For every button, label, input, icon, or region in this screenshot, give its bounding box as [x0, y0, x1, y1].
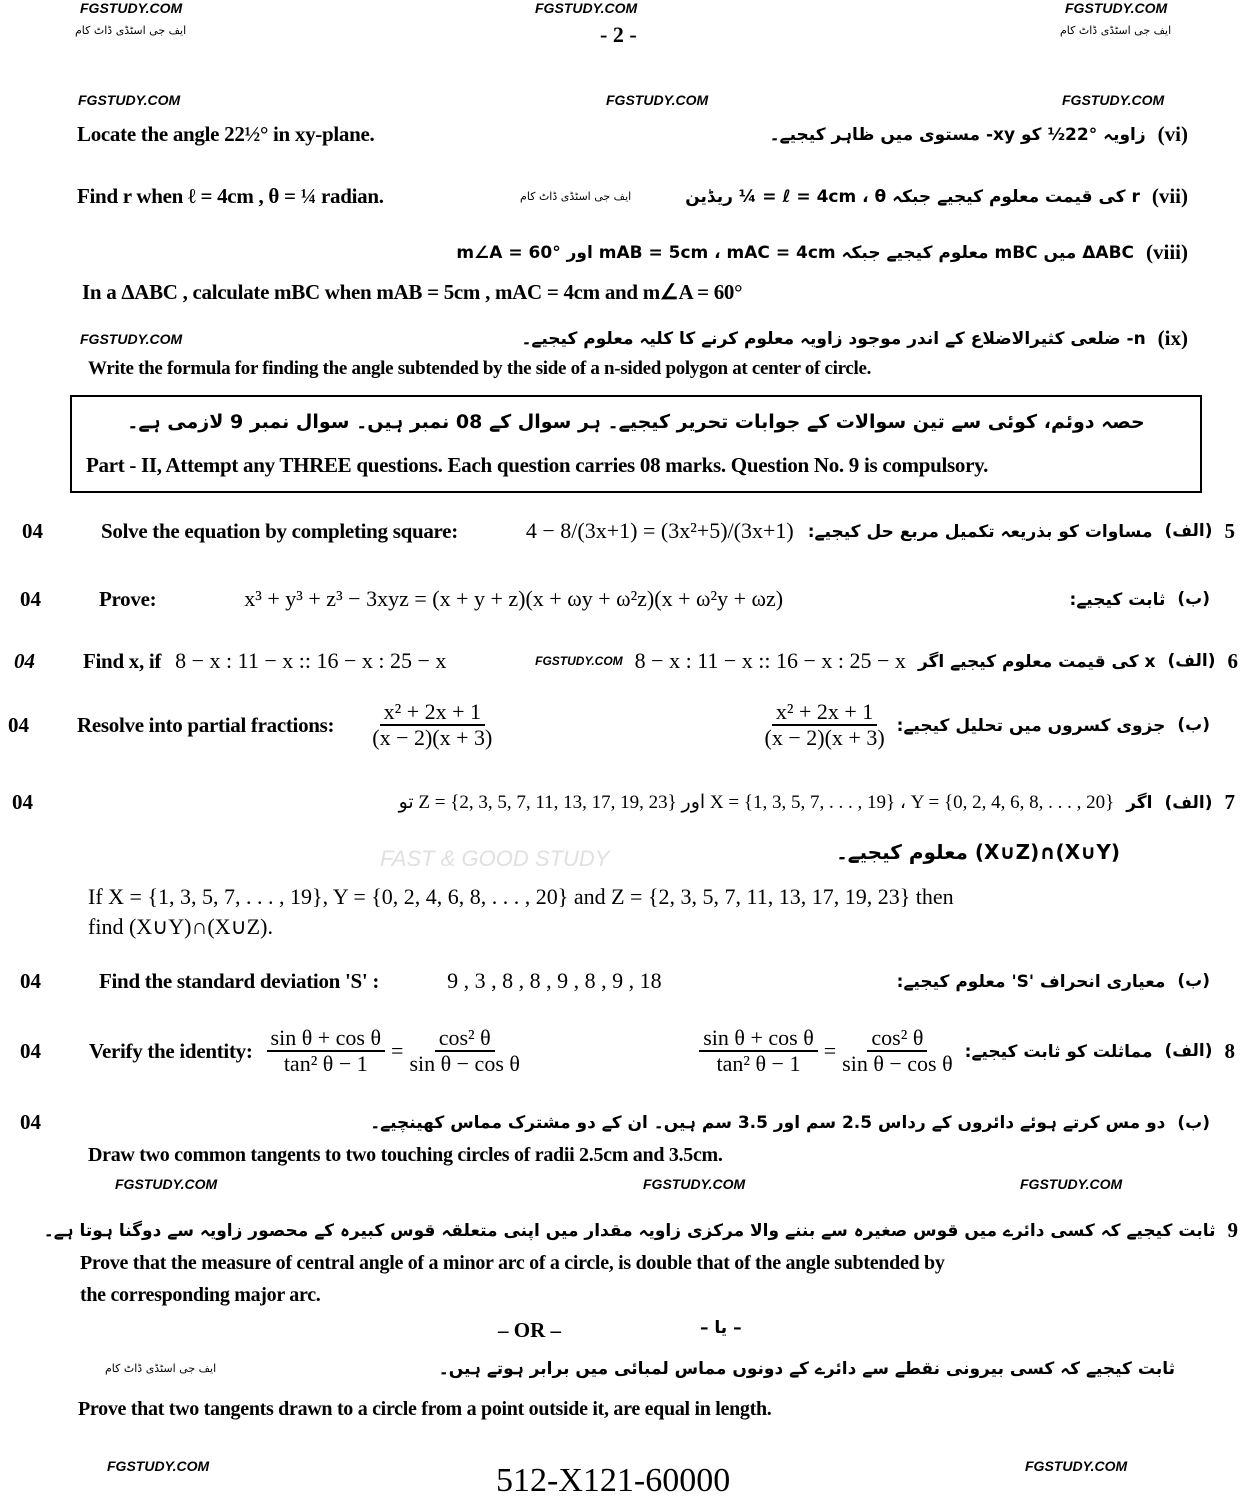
q8a-identity — [267, 1026, 520, 1076]
q7a-ur-math: X = {1, 3, 5, 7, . . . , 19} ، Y = {0, 2, 4, 6, 8, . . . , 20} اور Z = {2, 3, 5, 7, 11, 13, 17, 19, 23} تو — [398, 792, 1115, 813]
part-label: (الف) — [1164, 1041, 1213, 1062]
watermark-urdu: ایف جی اسٹڈی ڈاٹ کام — [105, 1362, 217, 1375]
marks: 04 — [20, 968, 41, 993]
question-vi-en: Locate the angle 22½° in xy-plane. — [77, 122, 375, 146]
question-vi-ur: زاویہ °22½ کو xy- مستوی میں ظاہر کیجیے۔ — [769, 125, 1146, 145]
denominator: (x − 2)(x + 3) — [764, 725, 885, 751]
q8a-identity-ur — [699, 1026, 952, 1076]
q8a-row — [0, 1026, 1250, 1076]
part-label: (ب) — [1177, 589, 1210, 609]
watermark: FGSTUDY.COM — [1020, 1176, 1123, 1192]
question-number: (viii) — [1146, 240, 1188, 264]
q6b-en: Resolve into partial fractions: — [77, 712, 335, 737]
watermark: FGSTUDY.COM — [80, 330, 183, 347]
q9-ur: ثابت کیجیے کہ کسی دائرے میں قوس صغیرہ سے بننے والا مرکزی زاویہ مقدار میں اپنی متعلقہ قوس کبیرہ کے محصور زاویہ سے دوگنا ہوتا ہے۔ — [43, 1221, 1216, 1241]
watermark: FGSTUDY.COM — [1025, 1458, 1128, 1474]
numerator: x² + 2x + 1 — [380, 700, 485, 726]
part-label: (الف) — [1167, 651, 1216, 671]
q7a-en-2: find (X∪Y)∩(X∪Z). — [88, 914, 273, 939]
q8a-en: Verify the identity: — [89, 1038, 253, 1063]
watermark-urdu: ایف جی اسٹڈی ڈاٹ کام — [520, 190, 632, 203]
equals-sign: = — [823, 1038, 837, 1064]
q7a-ur-2: (X∪Y)∩(X∪Z) معلوم کیجیے۔ — [836, 840, 1120, 864]
watermark: FGSTUDY.COM — [80, 0, 183, 16]
denominator: (x − 2)(x + 3) — [372, 725, 493, 751]
q5a-row — [0, 518, 1250, 544]
q5b-ur: ثابت کیجیے: — [1069, 589, 1166, 610]
part-label: (ب) — [1177, 1112, 1210, 1133]
question-ix-row — [0, 326, 1250, 351]
instructions-ur: حصہ دوئم، کوئی سے تین سوالات کے جوابات تحریر کیجیے۔ ہر سوال کے 08 نمبر ہیں۔ سوال نمبر 9 لازمی ہے۔ — [127, 411, 1145, 433]
part-label: (الف) — [1164, 521, 1213, 541]
question-number: 9 — [1227, 1218, 1238, 1242]
question-viii-ur: ΔABC میں mBC معلوم کیجیے جبکہ mAB = 5cm ، mAC = 4cm اور m∠A = 60° — [456, 243, 1134, 263]
marks: 04 — [14, 648, 35, 673]
numerator: sin θ + cos θ — [699, 1026, 817, 1052]
question-number: (vii) — [1151, 184, 1188, 208]
part-label: (ب) — [1177, 971, 1210, 991]
q8b-en: Draw two common tangents to two touching circles of radii 2.5cm and 3.5cm. — [88, 1144, 723, 1166]
question-ix-en: Write the formula for finding the angle subtended by the side of a n-sided polygon at center of circle. — [88, 358, 872, 379]
denominator: tan² θ − 1 — [716, 1051, 801, 1077]
question-ix-ur: n- ضلعی کثیرالاضلاع کے اندر موجود زاویہ معلوم کرنے کا کلیہ معلوم کیجیے۔ — [521, 329, 1146, 349]
question-number: (ix) — [1157, 326, 1188, 350]
numerator: sin θ + cos θ — [267, 1026, 385, 1052]
q5a-en: Solve the equation by completing square: — [101, 518, 458, 543]
q6a-math-ur: 8 − x : 11 − x :: 16 − x : 25 − x — [634, 648, 906, 673]
watermark: FGSTUDY.COM — [115, 1176, 218, 1192]
q6a-row — [0, 648, 1250, 674]
denominator: sin θ − cos θ — [842, 1051, 953, 1077]
watermark: FGSTUDY.COM — [78, 92, 181, 108]
q9-en: Prove that the measure of central angle of a minor arc of a circle, is double that of the angle subtended by — [80, 1252, 945, 1274]
watermark: FGSTUDY.COM — [643, 1176, 746, 1192]
q5a-ur: مساوات کو بذریعہ تکمیل مربع حل کیجیے: — [807, 521, 1153, 542]
watermark: FGSTUDY.COM — [1062, 92, 1165, 108]
q6b-fraction-ur — [765, 700, 885, 750]
denominator: tan² θ − 1 — [283, 1051, 368, 1077]
q6a-math: 8 − x : 11 − x :: 16 − x : 25 − x — [175, 648, 447, 673]
paper-code: 512-X121-60000 — [496, 1462, 731, 1499]
watermark: FGSTUDY.COM — [1065, 0, 1168, 16]
q5b-math: x³ + y³ + z³ − 3xyz = (x + y + z)(x + ωy + ω²z)(x + ω²y + ωz) — [244, 586, 784, 611]
q8b-row — [0, 1110, 1250, 1135]
instructions-en: Part - II, Attempt any THREE questions. Each question carries 08 marks. Question No. 9 is compulsory. — [86, 453, 989, 477]
or-separator: – OR – — [498, 1318, 561, 1342]
question-number: 7 — [1224, 790, 1235, 814]
or-separator-ur: – یا – — [700, 1318, 742, 1338]
marks: 04 — [20, 1110, 41, 1134]
q8a-ur: مماثلت کو ثابت کیجیے: — [964, 1041, 1153, 1062]
q5b-en: Prove: — [99, 586, 157, 611]
q9-alt-en: Prove that two tangents drawn to a circle from a point outside it, are equal in length. — [78, 1398, 772, 1420]
marks: 04 — [22, 518, 43, 543]
q9-alt-row — [0, 1358, 1250, 1379]
denominator: sin θ − cos θ — [409, 1051, 520, 1077]
part-two-instructions — [70, 395, 1202, 493]
page-number: - 2 - — [600, 22, 637, 47]
part-label: (الف) — [1164, 792, 1213, 813]
q9-alt-ur: ثابت کیجیے کہ کسی بیرونی نقطے سے دائرے کے دونوں مماس لمبائی میں برابر ہوتے ہیں۔ — [438, 1359, 1175, 1379]
q9-row — [0, 1218, 1250, 1243]
q8b-ur: دو مس کرتے ہوئے دائروں کے رداس 2.5 سم اور 3.5 سم ہیں۔ ان کے دو مشترک مماس کھینچیے۔ — [370, 1113, 1166, 1133]
marks: 04 — [20, 586, 41, 611]
question-number: (vi) — [1157, 122, 1188, 146]
watermark: FGSTUDY.COM — [107, 1458, 210, 1474]
watermark: FGSTUDY.COM — [535, 0, 638, 16]
part-label: (ب) — [1177, 715, 1210, 736]
q7a-row — [0, 790, 1250, 815]
question-viii-en: In a ΔABC , calculate mBC when mAB = 5cm , mAC = 4cm and m∠A = 60° — [82, 280, 743, 304]
equals-sign: = — [391, 1038, 404, 1064]
question-vi-row — [0, 122, 1250, 147]
question-number: 8 — [1224, 1038, 1235, 1063]
q7b-row — [0, 968, 1250, 994]
question-number: 5 — [1224, 518, 1235, 543]
watermark-urdu: ایف جی اسٹڈی ڈاٹ کام — [75, 24, 187, 37]
q7b-ur: معیاری انحراف 'S' معلوم کیجیے: — [896, 971, 1166, 992]
question-viii-ur-row — [0, 240, 1250, 265]
q5b-row — [0, 586, 1250, 612]
q7a-en: If X = {1, 3, 5, 7, . . . , 19}, Y = {0, 2, 4, 6, 8, . . . , 20} and Z = {2, 3, 5, 7, 11, 13, 17, 19, 23} then — [88, 884, 954, 909]
q7b-en: Find the standard deviation 'S' : — [99, 968, 380, 993]
watermark: FGSTUDY.COM — [535, 654, 623, 668]
question-vii-row — [0, 184, 1250, 209]
q7b-data: 9 , 3 , 8 , 8 , 9 , 8 , 9 , 18 — [447, 968, 662, 993]
q6a-ur: x کی قیمت معلوم کیجیے اگر — [917, 651, 1156, 672]
tagline-watermark: FAST & GOOD STUDY — [380, 846, 610, 871]
numerator: cos² θ — [435, 1026, 495, 1052]
question-vii-ur: r کی قیمت معلوم کیجیے جبکہ ℓ = 4cm ، θ = ¼ ریڈین — [685, 187, 1140, 207]
marks: 04 — [20, 1038, 41, 1063]
q6b-row — [0, 700, 1250, 750]
q6b-fraction — [372, 700, 492, 750]
q6b-ur: جزوی کسروں میں تحلیل کیجیے: — [896, 715, 1166, 736]
watermark-urdu: ایف جی اسٹڈی ڈاٹ کام — [1060, 24, 1172, 37]
q7a-ur: اگر — [1126, 792, 1153, 813]
marks: 04 — [8, 712, 29, 737]
numerator: cos² θ — [867, 1026, 927, 1052]
marks: 04 — [12, 790, 33, 814]
watermark: FGSTUDY.COM — [606, 92, 709, 108]
q5a-math: 4 − 8/(3x+1) = (3x²+5)/(3x+1) — [525, 518, 794, 543]
question-number: 6 — [1227, 648, 1238, 673]
q9-en-2: the corresponding major arc. — [80, 1284, 321, 1306]
question-vii-en: Find r when ℓ = 4cm , θ = ¼ radian. — [77, 184, 384, 208]
q6a-en: Find x, if — [83, 648, 162, 673]
numerator: x² + 2x + 1 — [772, 700, 877, 726]
